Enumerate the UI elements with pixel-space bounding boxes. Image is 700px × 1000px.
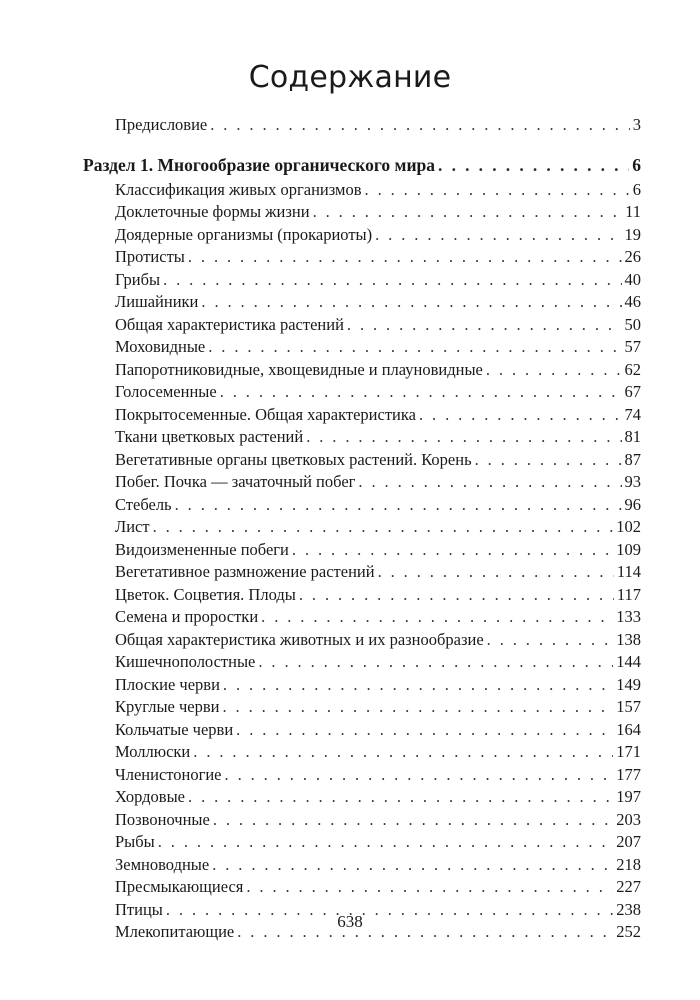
toc-entry-label: Круглые черви	[115, 697, 220, 716]
toc-entry-page: 74	[624, 404, 641, 424]
dot-leader	[246, 876, 613, 899]
toc-entry-page: 177	[616, 764, 641, 784]
toc-entry-label: Папоротниковидные, хвощевидные и плауновидные	[115, 359, 483, 379]
toc-entry-page: 81	[624, 427, 641, 446]
toc-entry	[115, 786, 641, 809]
dot-leader	[212, 854, 613, 877]
toc-entry-label: Вегетативные органы цветковых растений. Корень	[115, 449, 472, 469]
dot-leader	[261, 606, 613, 629]
dot-leader	[153, 516, 614, 539]
table-of-contents	[0, 114, 700, 944]
toc-entry-label: Земноводные	[115, 854, 210, 874]
toc-entry	[115, 831, 641, 854]
toc-entry-label: Птицы	[115, 899, 163, 919]
toc-entry-page: 144	[616, 652, 641, 671]
toc-entry-label: Общая характеристика растений	[115, 314, 344, 334]
toc-entry-page: 46	[624, 292, 641, 311]
toc-entry	[115, 606, 641, 629]
toc-entry-label: Стебель	[115, 494, 172, 514]
toc-entry-page: 117	[616, 584, 641, 604]
toc-entry	[115, 224, 641, 247]
toc-section-page: 6	[632, 154, 641, 175]
toc-entry-label: Ткани цветковых растений	[115, 427, 304, 446]
toc-entry-label: Млекопитающие	[115, 922, 235, 941]
toc-entry	[115, 404, 641, 427]
toc-entry	[115, 561, 641, 584]
toc-entry	[115, 494, 641, 517]
toc-entry-page: 164	[616, 719, 641, 739]
toc-entry-label: Классификация живых организмов	[115, 179, 362, 199]
toc-entry-page: 227	[616, 877, 641, 896]
dot-leader	[201, 291, 621, 314]
dot-leader	[475, 449, 622, 472]
toc-entry	[115, 359, 641, 382]
toc-entry-label: Позвоночные	[115, 809, 210, 829]
dot-leader	[210, 114, 630, 137]
dot-leader	[225, 764, 614, 787]
toc-entry-page: 133	[616, 607, 641, 626]
toc-entry-page: 50	[624, 314, 641, 334]
toc-entry-label: Моллюски	[115, 742, 191, 761]
toc-entry-page: 157	[616, 697, 641, 716]
toc-entry-page: 6	[632, 179, 641, 199]
toc-entry	[115, 674, 641, 697]
toc-entry-page: 11	[625, 202, 641, 221]
toc-entry-preface	[115, 114, 641, 137]
toc-section-label: Раздел 1. Многообразие органического мира	[83, 154, 436, 175]
toc-entry-label: Плоские черви	[115, 674, 220, 694]
toc-entry-page: 102	[616, 517, 641, 536]
toc-entry-page: 218	[616, 854, 641, 874]
dot-leader	[306, 426, 621, 449]
dot-leader	[313, 201, 623, 224]
toc-entry-page: 203	[616, 809, 641, 829]
toc-entry	[115, 584, 641, 607]
toc-entry	[115, 809, 641, 832]
toc-entry-page: 149	[616, 674, 641, 694]
toc-entry-label: Видоизмененные побеги	[115, 539, 289, 559]
toc-entry-page: 62	[624, 359, 641, 379]
toc-entry	[115, 269, 641, 292]
toc-entry-label: Побег. Почка — зачаточный побег	[115, 472, 356, 491]
toc-entry-label: Доклеточные формы жизни	[115, 202, 310, 221]
toc-entry-label: Членистоногие	[115, 764, 222, 784]
toc-entry-page: 57	[624, 337, 641, 356]
toc-entry-page: 238	[616, 899, 641, 919]
dot-leader	[222, 696, 613, 719]
toc-entry	[115, 539, 641, 562]
toc-entry	[115, 449, 641, 472]
toc-entry	[115, 741, 641, 764]
toc-entry	[115, 381, 641, 404]
toc-entry-page: 171	[616, 742, 641, 761]
toc-entry-page: 93	[624, 472, 641, 491]
toc-entry-page: 138	[616, 629, 641, 649]
toc-entry-page: 252	[616, 922, 641, 941]
toc-entry-label: Рыбы	[115, 832, 155, 851]
dot-leader	[347, 314, 622, 337]
dot-leader	[223, 674, 613, 697]
toc-entry	[115, 719, 641, 742]
toc-entry-page: 197	[616, 787, 641, 806]
toc-entry-label: Семена и проростки	[115, 607, 259, 626]
toc-entry-label: Голосеменные	[115, 382, 217, 401]
toc-entry-label: Грибы	[115, 269, 161, 289]
toc-entry-label: Кольчатые черви	[115, 719, 234, 739]
dot-leader	[163, 269, 621, 292]
toc-entry-page: 67	[624, 382, 641, 401]
toc-entry-list	[0, 179, 700, 944]
toc-entry-page: 40	[624, 269, 641, 289]
toc-entry-label: Цветок. Соцветия. Плоды	[115, 584, 296, 604]
toc-entry-page: 114	[616, 562, 641, 581]
toc-entry-label: Хордовые	[115, 787, 186, 806]
toc-entry-label: Покрытосеменные. Общая характеристика	[115, 404, 416, 424]
toc-entry-page: 87	[624, 449, 641, 469]
dot-leader	[158, 831, 614, 854]
page-title: Содержание	[248, 60, 452, 95]
toc-entry	[115, 764, 641, 787]
dot-leader	[208, 336, 621, 359]
dot-leader	[213, 809, 613, 832]
toc-entry-page: 109	[616, 539, 641, 559]
dot-leader	[175, 494, 622, 517]
toc-entry-label: Пресмыкающиеся	[115, 877, 244, 896]
toc-entry	[115, 854, 641, 877]
toc-entry-label: Вегетативное размножение растений	[115, 562, 375, 581]
toc-entry	[115, 516, 641, 539]
dot-leader	[220, 381, 622, 404]
dot-leader	[358, 471, 621, 494]
dot-leader	[419, 404, 622, 427]
dot-leader	[193, 741, 613, 764]
dot-leader	[375, 224, 621, 247]
toc-entry-label: Кишечнополостные	[115, 652, 256, 671]
toc-entry	[115, 651, 641, 674]
toc-entry	[115, 629, 641, 652]
toc-entry	[115, 201, 641, 224]
toc-entry-label: Доядерные организмы (прокариоты)	[115, 224, 373, 244]
dot-leader	[365, 179, 630, 202]
dot-leader	[438, 153, 629, 177]
page-number: 638	[337, 912, 363, 931]
toc-entry	[115, 246, 641, 269]
dot-leader	[299, 584, 614, 607]
toc-entry-page: 3	[632, 115, 641, 134]
toc-entry	[115, 696, 641, 719]
toc-entry	[115, 179, 641, 202]
dot-leader	[292, 539, 613, 562]
toc-entry-label: Моховидные	[115, 337, 206, 356]
toc-entry	[115, 291, 641, 314]
dot-leader	[487, 629, 614, 652]
toc-entry-label: Общая характеристика животных и их разнообразие	[115, 629, 484, 649]
dot-leader	[378, 561, 614, 584]
dot-leader	[258, 651, 613, 674]
toc-entry-label: Лишайники	[115, 292, 199, 311]
toc-entry	[115, 336, 641, 359]
dot-leader	[486, 359, 622, 382]
toc-entry	[115, 314, 641, 337]
toc-entry-page: 96	[624, 494, 641, 514]
toc-section-heading	[83, 153, 641, 177]
dot-leader	[188, 246, 622, 269]
toc-entry-page: 19	[624, 224, 641, 244]
toc-entry-label: Лист	[115, 517, 150, 536]
toc-entry-page: 207	[616, 832, 641, 851]
toc-entry-label: Протисты	[115, 247, 185, 266]
toc-entry	[115, 426, 641, 449]
toc-entry	[115, 876, 641, 899]
toc-entry	[115, 471, 641, 494]
dot-leader	[236, 719, 613, 742]
toc-entry-page: 26	[624, 247, 641, 266]
toc-entry-label: Предисловие	[115, 115, 208, 134]
dot-leader	[188, 786, 613, 809]
